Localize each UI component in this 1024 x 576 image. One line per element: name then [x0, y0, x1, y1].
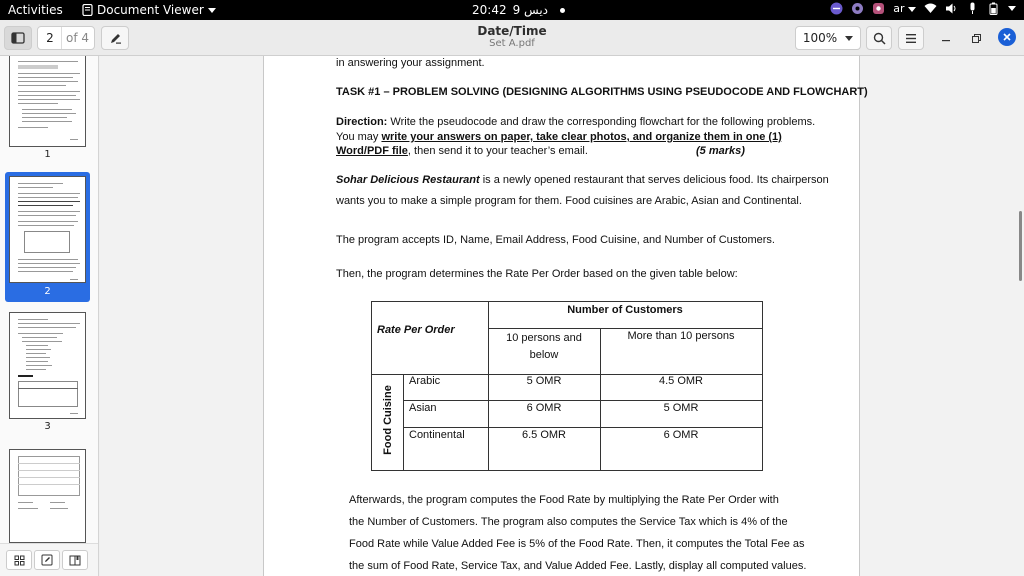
system-top-bar — [0, 0, 1024, 20]
minimize-icon — [942, 34, 950, 42]
rate-per-order-table — [371, 301, 763, 471]
annotations-tab[interactable] — [34, 550, 60, 570]
text-line: Then, the program determines the Rate Per Order based on the given table below: — [336, 268, 738, 280]
send-text: , then send it to your teacher’s email. — [407, 145, 588, 157]
document-filename: Set A.pdf — [489, 38, 535, 49]
thumbnail-image — [9, 312, 86, 419]
text-line: Food Rate while Value Added Fee is 5% of the Food Rate. Then, it computes the Total Fee as — [349, 538, 805, 550]
volume-icon — [945, 2, 958, 15]
cuisine-cell: Asian — [409, 402, 437, 414]
rate-cell: 5 OMR — [663, 402, 699, 414]
extension-bug-icon — [872, 2, 885, 15]
header-bar — [0, 20, 1024, 56]
thumbnail-image — [9, 449, 86, 543]
zoom-level: 100% — [802, 31, 838, 45]
zoom-selector[interactable] — [795, 26, 861, 50]
notification-dot-icon — [560, 8, 565, 13]
page-thumbnail-3[interactable] — [5, 311, 90, 436]
page-thumbnail-2[interactable] — [5, 172, 90, 302]
annotation-pencil-icon — [41, 554, 53, 566]
maximize-button[interactable] — [968, 30, 984, 46]
underlined-instruction: write your answers on paper, take clear photos, and organize them in one (1) — [381, 131, 782, 143]
food-cuisine-header: Food Cuisine — [382, 385, 394, 455]
chevron-down-icon — [908, 7, 916, 12]
restaurant-name: Sohar Delicious Restaurant — [336, 174, 480, 186]
number-of-customers-header: Number of Customers — [567, 304, 683, 316]
page-number-entry[interactable] — [37, 26, 95, 50]
extension-puzzle-icon — [851, 2, 864, 15]
text-line: Afterwards, the program computes the Food Rate by multiplying the Rate Per Order with — [349, 494, 779, 506]
search-button[interactable] — [866, 26, 892, 50]
text-line: the Number of Customers. The program also computes the Service Tax which is 4% of the — [349, 516, 788, 528]
text-line — [336, 145, 588, 157]
you-may-text: You may — [336, 131, 382, 143]
rate-cell: 5 OMR — [526, 375, 562, 387]
close-icon — [1003, 33, 1011, 41]
book-icon — [69, 555, 81, 566]
underlined-instruction: Word/PDF file — [336, 145, 408, 157]
cuisine-cell: Continental — [409, 429, 465, 441]
thumbnail-label: 3 — [44, 421, 51, 432]
text-line — [336, 131, 782, 143]
restaurant-text: is a newly opened restaurant that serves delicious food. Its chairperson — [479, 174, 829, 186]
table-divider — [488, 328, 762, 329]
app-menu-label: Document Viewer — [97, 3, 204, 17]
clock[interactable] — [472, 3, 565, 17]
table-divider — [403, 400, 762, 401]
rate-cell: 4.5 OMR — [658, 375, 703, 387]
microphone-icon — [966, 2, 979, 15]
table-divider — [403, 374, 404, 470]
clock-time: 20:42 — [472, 3, 507, 17]
activities-button[interactable]: Activities — [8, 3, 63, 17]
page-thumbnail-1[interactable] — [5, 56, 90, 164]
search-icon — [873, 32, 886, 45]
col-header-line: 10 persons and — [506, 332, 582, 344]
wifi-icon — [924, 2, 937, 15]
close-button[interactable] — [998, 28, 1016, 46]
thumbnails-tab[interactable] — [6, 550, 32, 570]
page-count-label: of 4 — [61, 27, 93, 49]
sidebar-toggle-button[interactable] — [4, 26, 32, 50]
text-line: in answering your assignment. — [336, 57, 485, 69]
text-line: the sum of Food Rate, Service Tax, and Value Added Fee. Lastly, display all computed values. — [349, 560, 807, 572]
direction-line — [336, 116, 815, 128]
table-divider — [403, 427, 762, 428]
text-line: wants you to make a simple program for them. Food cuisines are Arabic, Asian and Continental. — [336, 195, 802, 207]
document-title — [412, 24, 612, 49]
col-header-more-than-10: More than 10 persons — [627, 330, 735, 342]
chevron-down-icon — [208, 8, 216, 13]
current-page-input[interactable]: 2 — [46, 31, 54, 45]
text-line — [336, 174, 829, 186]
vertical-scrollbar[interactable] — [1019, 211, 1022, 281]
document-title-text: Date/Time — [477, 24, 547, 38]
direction-label: Direction: — [336, 116, 388, 128]
battery-icon — [987, 2, 1000, 15]
cuisine-cell: Arabic — [409, 375, 441, 387]
minimize-button[interactable] — [938, 30, 954, 46]
pencil-icon — [109, 32, 122, 45]
hamburger-menu-icon — [905, 33, 917, 44]
rate-per-order-header: Rate Per Order — [377, 324, 455, 336]
thumbnail-label: 2 — [44, 286, 51, 297]
sidebar-mode-switcher — [0, 543, 99, 576]
table-divider — [600, 328, 601, 470]
thumbnail-label: 1 — [44, 149, 51, 160]
rate-cell: 6.5 OMR — [521, 429, 566, 441]
thumbnail-image — [9, 56, 86, 147]
marks-label: (5 marks) — [696, 145, 745, 157]
rate-cell: 6 OMR — [663, 429, 699, 441]
thumbnail-image — [9, 176, 86, 283]
thumbnail-sidebar — [0, 56, 99, 576]
document-view[interactable] — [100, 56, 1024, 576]
pdf-page — [263, 56, 868, 576]
clock-date: 9 ديس — [512, 3, 549, 17]
annotate-button[interactable] — [101, 26, 129, 50]
rate-cell: 6 OMR — [526, 402, 562, 414]
recording-indicator-icon — [830, 2, 843, 15]
col-header-line: below — [529, 349, 559, 361]
grid-icon — [14, 555, 25, 566]
main-menu-button[interactable] — [898, 26, 924, 50]
chevron-down-icon — [1008, 6, 1016, 11]
keyboard-layout-indicator[interactable]: ar — [893, 2, 916, 15]
direction-text: Write the pseudocode and draw the corresponding flowchart for the following problems. — [387, 116, 816, 128]
col-header-10-or-below — [488, 330, 600, 364]
app-menu[interactable] — [82, 3, 216, 17]
bookmarks-tab[interactable] — [62, 550, 88, 570]
sidebar-icon — [11, 32, 25, 44]
chevron-down-icon — [845, 36, 853, 41]
task-heading: TASK #1 – PROBLEM SOLVING (DESIGNING ALGORITHMS USING PSEUDOCODE AND FLOWCHART) — [336, 86, 868, 98]
text-line: The program accepts ID, Name, Email Address, Food Cuisine, and Number of Customers. — [336, 234, 775, 246]
system-tray[interactable] — [830, 2, 1016, 15]
document-viewer-icon — [82, 4, 93, 16]
page-thumbnail-4[interactable] — [5, 448, 90, 543]
restore-icon — [972, 34, 981, 43]
